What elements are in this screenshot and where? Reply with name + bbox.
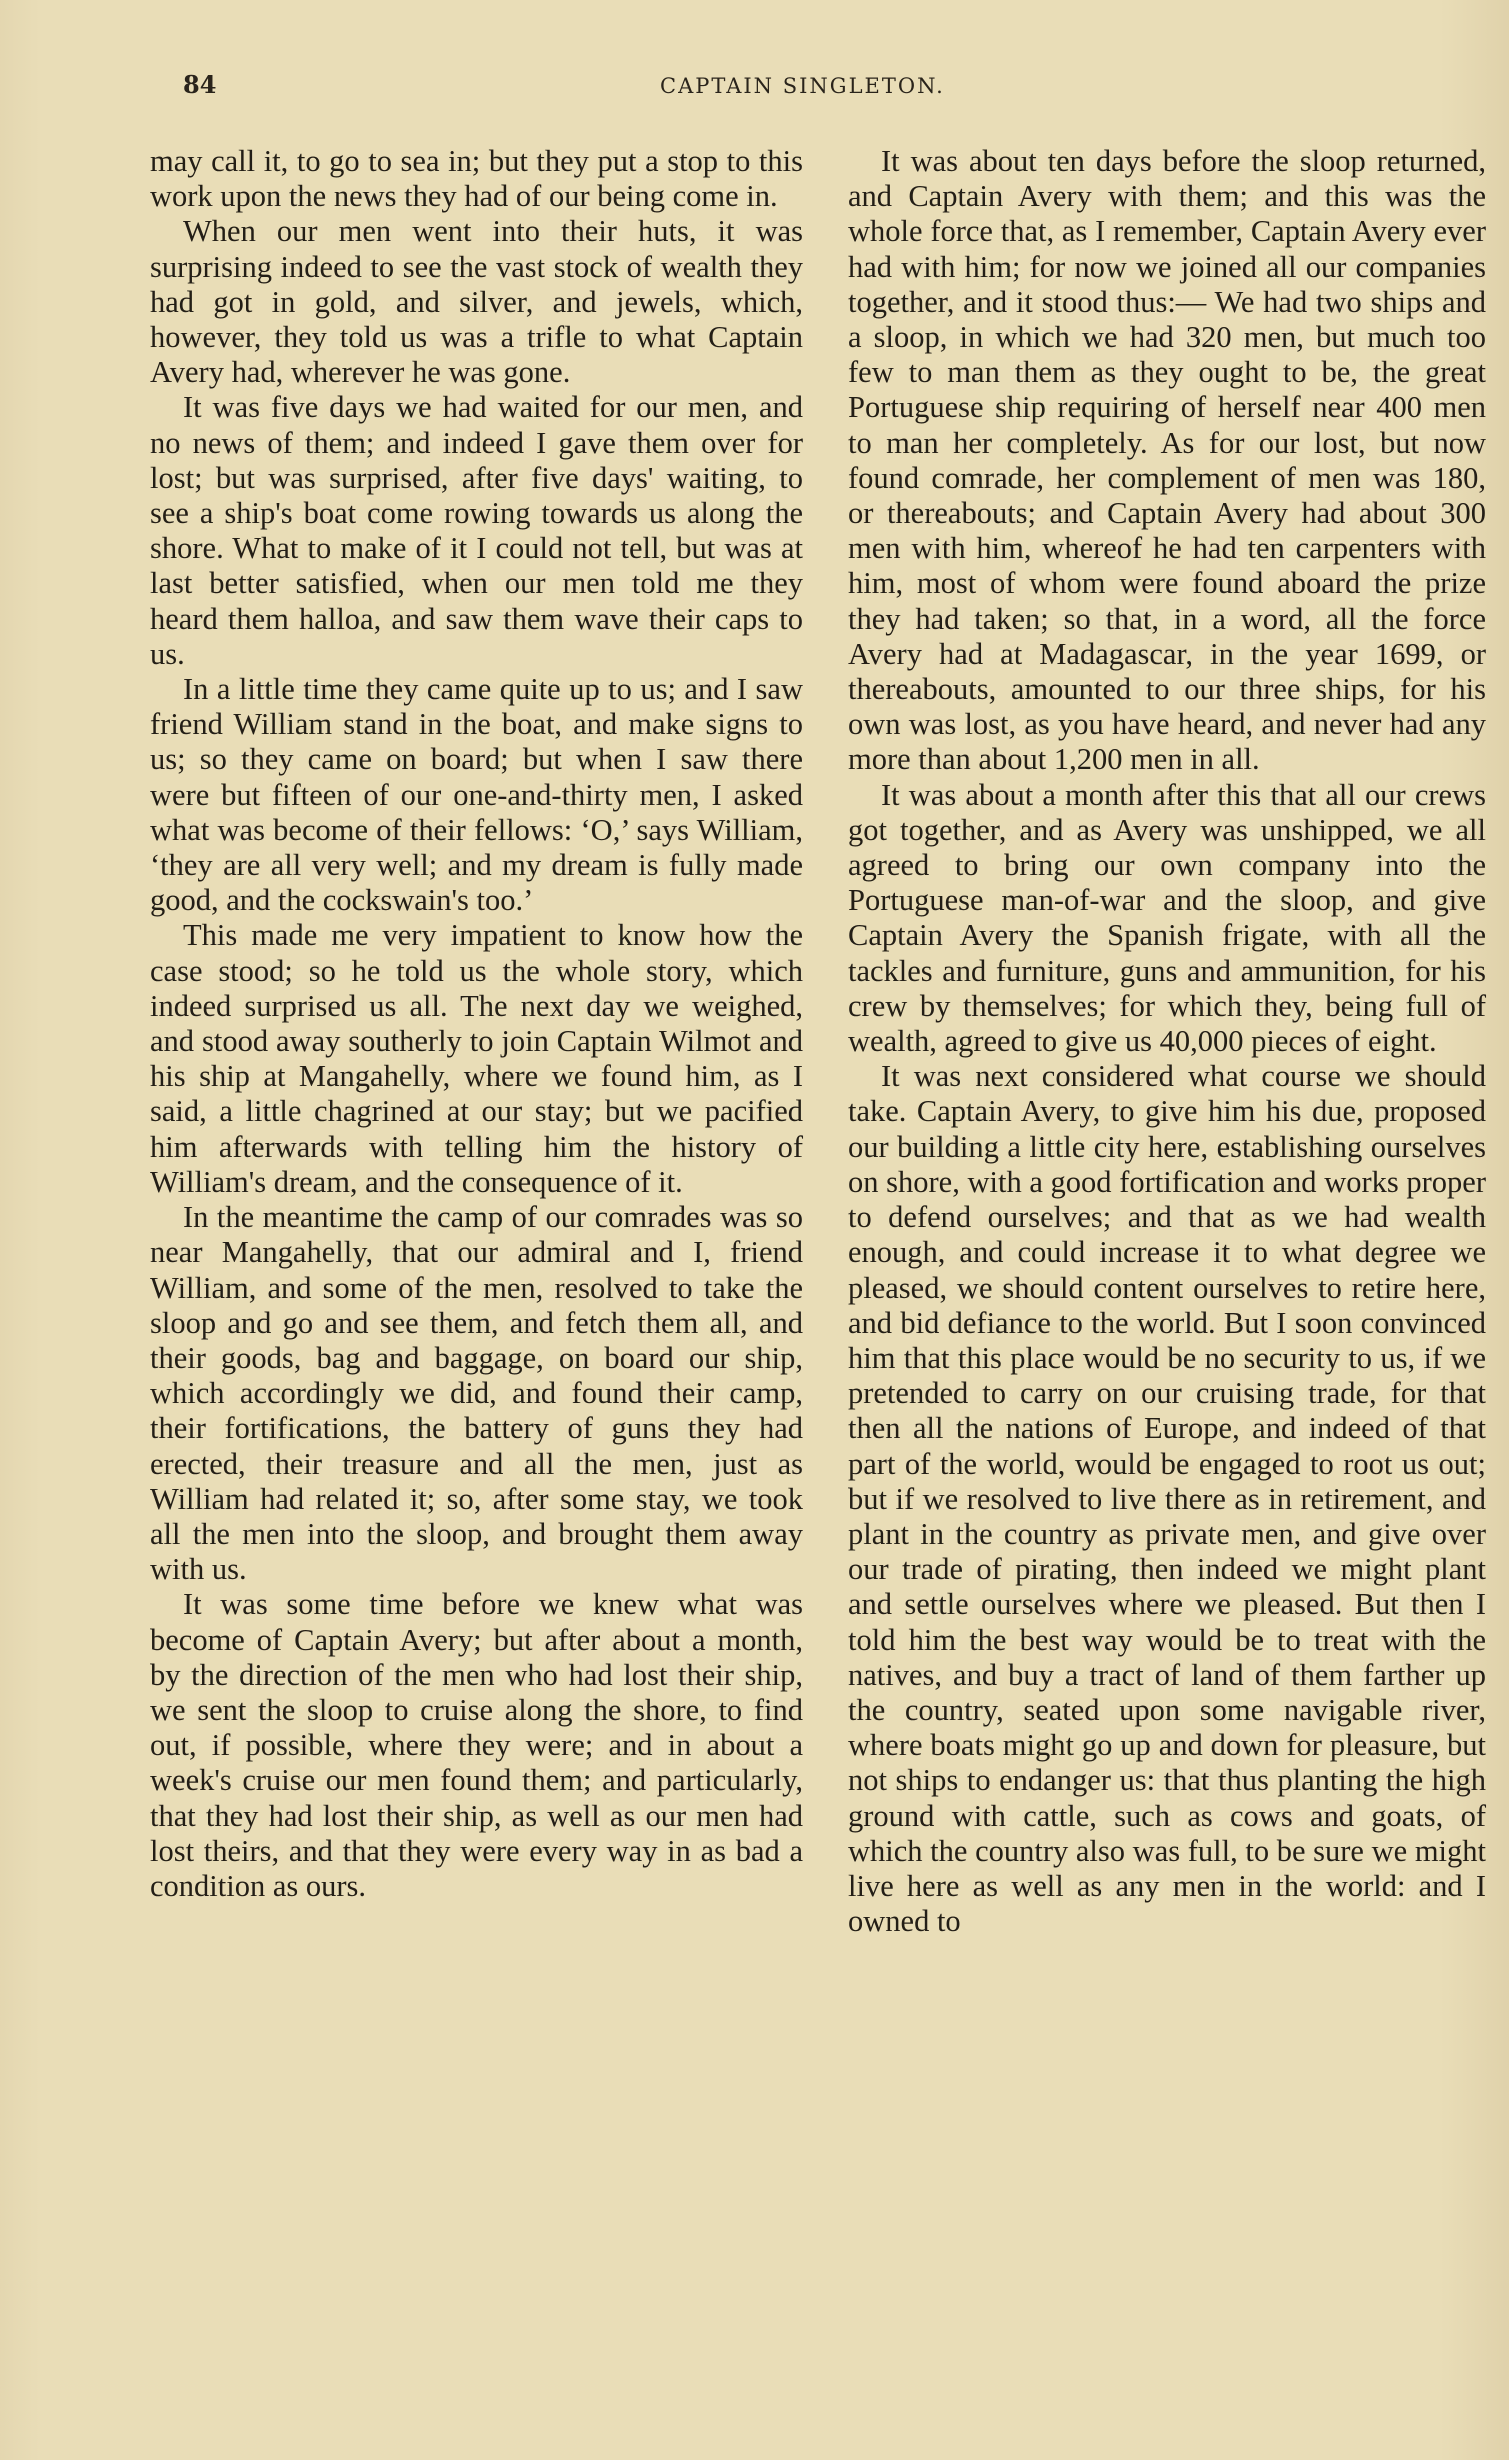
paragraph: When our men went into their huts, it was surprising indeed to see the vast stock of wealth they had got in gold, and silver, and jewels, which, however, they told us was a trifle to what Captain Avery had, wherever he was gone.	[150, 214, 803, 390]
paragraph: In a little time they came quite up to us; and I saw friend William stand in the boat, and make signs to us; so they came on board; but when I saw there were but fifteen of our one-and-thirty men, I asked what was become of their fellows: ‘O,’ says William, ‘they are all very well; and my dream is fully made good, and the cockswain's too.’	[150, 672, 803, 918]
paragraph: It was five days we had waited for our men, and no news of them; and indeed I gave them over for lost; but was surprised, after five days' waiting, to see a ship's boat come rowing towards us along the shore. What to make of it I could not tell, but was at last better satisfied, when our men told me they heard them halloa, and saw them wave their caps to us.	[150, 390, 803, 671]
paragraph: It was about ten days before the sloop returned, and Captain Avery with them; and this was the whole force that, as I remember, Captain Avery ever had with him; for now we joined all our companies together, and it stood thus:— We had two ships and a sloop, in which we had 320 men, but much too few to man them as they ought to be, the great Portuguese ship requiring of herself near 400 men to man her completely. As for our lost, but now found comrade, her complement of men was 180, or thereabouts; and Captain Avery had about 300 men with him, whereof he had ten carpenters with him, most of whom were found aboard the prize they had taken; so that, in a word, all the force Avery had at Madagascar, in the year 1699, or thereabouts, amounted to our three ships, for his own was lost, as you have heard, and never had any more than about 1,200 men in all.	[848, 144, 1486, 777]
paragraph: It was some time before we knew what was become of Captain Avery; but after about a month, by the direction of the men who had lost their ship, we sent the sloop to cruise along the shore, to find out, if possible, where they were; and in about a week's cruise our men found them; and particularly, that they had lost their ship, as well as our men had lost theirs, and that they were every way in as bad a condition as ours.	[150, 1587, 803, 1903]
running-head	[150, 70, 1470, 110]
left-column	[150, 144, 803, 1904]
paragraph: may call it, to go to sea in; but they put a stop to this work upon the news they had of our being come in.	[150, 144, 803, 214]
running-title: CAPTAIN SINGLETON.	[660, 74, 945, 98]
paragraph: It was about a month after this that all our crews got together, and as Avery was unshipped, we all agreed to bring our own company into the Portuguese man-of-war and the sloop, and give Captain Avery the Spanish frigate, with all the tackles and furniture, guns and ammunition, for his crew by themselves; for which they, being full of wealth, agreed to give us 40,000 pieces of eight.	[848, 777, 1486, 1059]
paragraph: In the meantime the camp of our comrades was so near Mangahelly, that our admiral and I, friend William, and some of the men, resolved to take the sloop and go and see them, and fetch them all, and their goods, bag and baggage, on board our ship, which accordingly we did, and found their camp, their fortifications, the battery of guns they had erected, their treasure and all the men, just as William had related it; so, after some stay, we took all the men into the sloop, and brought them away with us.	[150, 1200, 803, 1587]
paragraph: It was next considered what course we should take. Captain Avery, to give him his due, proposed our building a little city here, establishing ourselves on shore, with a good fortification and works proper to defend ourselves; and that as we had wealth enough, and could increase it to what degree we pleased, we should content ourselves to retire here, and bid defiance to the world. But I soon convinced him that this place would be no security to us, if we pretended to carry on our cruising trade, for that then all the nations of Europe, and indeed of that part of the world, would be engaged to root us out; but if we resolved to live there as in retirement, and plant in the country as private men, and give over our trade of pirating, then indeed we might plant and settle ourselves where we pleased. But then I told him the best way would be to treat with the natives, and buy a tract of land of them farther up the country, seated upon some navigable river, where boats might go up and down for pleasure, but not ships to endanger us: that thus planting the high ground with cattle, such as cows and goats, of which the country also was full, to be sure we might live here as well as any men in the world: and I owned to	[848, 1059, 1486, 1939]
page-number: 84	[183, 70, 217, 99]
right-column	[848, 144, 1486, 1939]
paragraph: This made me very impatient to know how the case stood; so he told us the whole story, which indeed surprised us all. The next day we weighed, and stood away southerly to join Captain Wilmot and his ship at Mangahelly, where we found him, as I said, a little chagrined at our stay; but we pacified him afterwards with telling him the history of William's dream, and the consequence of it.	[150, 918, 803, 1199]
